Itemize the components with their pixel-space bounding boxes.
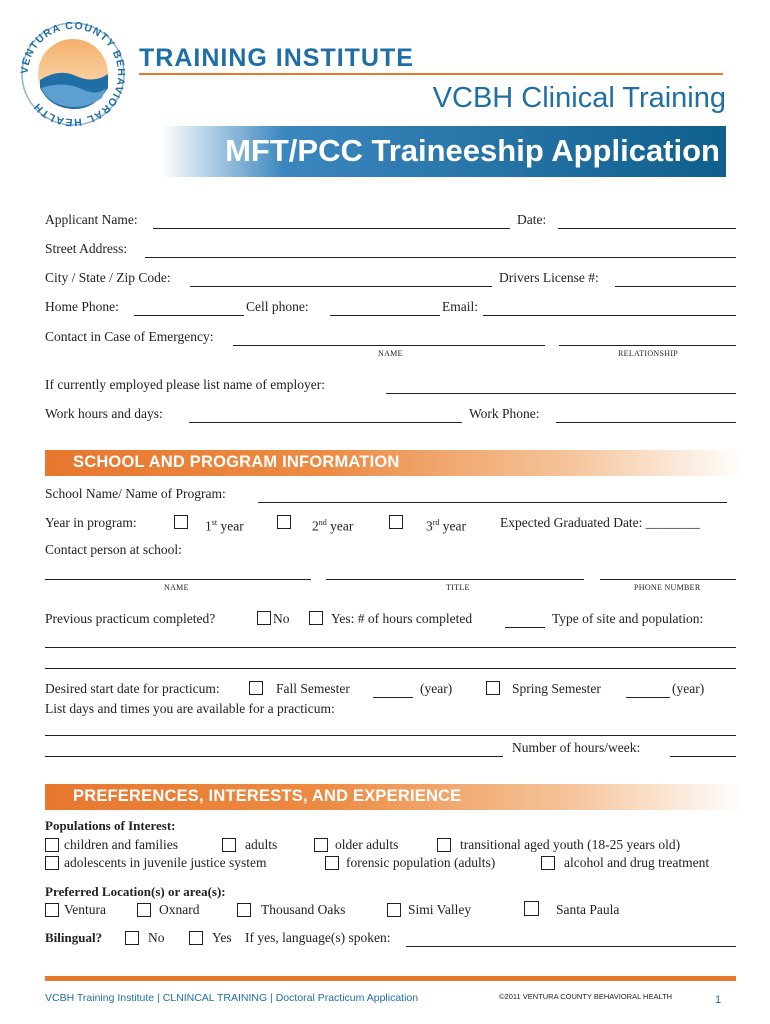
availability-field-1[interactable] xyxy=(45,735,736,736)
date-field[interactable] xyxy=(558,228,736,229)
children-label: children and families xyxy=(64,837,178,852)
santa-paula-checkbox[interactable] xyxy=(524,901,539,916)
spring-year-label: (year) xyxy=(672,681,705,696)
work-phone-label: Work Phone: xyxy=(469,406,540,421)
forensic-checkbox[interactable] xyxy=(325,856,339,870)
work-hours-label: Work hours and days: xyxy=(45,406,163,421)
svg-text:VENTURA COUNTY BEHAVIORAL HEAL: VENTURA COUNTY BEHAVIORAL HEALTH xyxy=(18,19,128,129)
footer-copyright: ©2011 VENTURA COUNTY BEHAVIORAL HEALTH xyxy=(499,992,673,1001)
city-label: City / State / Zip Code: xyxy=(45,270,171,285)
year3-label: 3rd year xyxy=(426,518,467,534)
fall-year-label: (year) xyxy=(420,681,453,696)
home-phone-label: Home Phone: xyxy=(45,299,119,314)
applicant-name-field[interactable] xyxy=(153,228,510,229)
oxnard-label: Oxnard xyxy=(159,902,200,917)
school-section-heading: SCHOOL AND PROGRAM INFORMATION xyxy=(45,450,745,476)
practicum-yes-checkbox[interactable] xyxy=(309,611,323,625)
locations-label: Preferred Location(s) or area(s): xyxy=(45,884,226,899)
graduation-date-label: Expected Graduated Date: ________ xyxy=(500,515,700,530)
language-field[interactable] xyxy=(406,946,736,947)
street-label: Street Address: xyxy=(45,241,128,256)
fall-label: Fall Semester xyxy=(276,681,350,696)
bilingual-yes-label: Yes xyxy=(212,930,232,945)
ventura-label: Ventura xyxy=(64,902,106,917)
transitional-label: transitional aged youth (18-25 years old) xyxy=(460,837,681,852)
footer-rule xyxy=(45,976,736,981)
fall-checkbox[interactable] xyxy=(249,681,263,695)
transitional-checkbox[interactable] xyxy=(437,838,451,852)
city-field[interactable] xyxy=(190,286,492,287)
spring-label: Spring Semester xyxy=(512,681,601,696)
availability-field-2[interactable] xyxy=(45,756,503,757)
cell-phone-label: Cell phone: xyxy=(246,299,309,314)
contact-phone-field[interactable] xyxy=(600,579,736,580)
simi-valley-label: Simi Valley xyxy=(408,902,472,917)
header-rule xyxy=(139,73,723,75)
page-title: MFT/PCC Traineeship Application xyxy=(225,133,720,168)
alcohol-label: alcohol and drug treatment xyxy=(564,855,710,870)
contact-name-caption: NAME xyxy=(164,583,189,592)
home-phone-field[interactable] xyxy=(134,315,244,316)
institute-name: TRAINING INSTITUTE xyxy=(139,44,414,72)
children-checkbox[interactable] xyxy=(45,838,59,852)
email-label: Email: xyxy=(442,299,478,314)
employer-label: If currently employed please list name of employer: xyxy=(45,377,326,392)
name-caption: NAME xyxy=(378,349,403,358)
contact-name-field[interactable] xyxy=(45,579,311,580)
school-name-label: School Name/ Name of Program: xyxy=(45,486,226,501)
forensic-label: forensic population (adults) xyxy=(346,855,496,870)
alcohol-checkbox[interactable] xyxy=(541,856,555,870)
page-number: 1 xyxy=(715,994,722,1006)
oxnard-checkbox[interactable] xyxy=(137,903,151,917)
hours-week-label: Number of hours/week: xyxy=(512,740,641,755)
contact-title-caption: TITLE xyxy=(446,583,470,592)
hours-completed-field[interactable] xyxy=(505,627,545,628)
contact-phone-caption: PHONE NUMBER xyxy=(634,583,701,592)
adolescents-label: adolescents in juvenile justice system xyxy=(64,855,267,870)
populations-label: Populations of Interest: xyxy=(45,818,176,833)
adults-label: adults xyxy=(245,837,278,852)
bilingual-no-label: No xyxy=(148,930,165,945)
bilingual-yes-checkbox[interactable] xyxy=(189,931,203,945)
year2-checkbox[interactable] xyxy=(277,515,291,529)
site-type-label: Type of site and population: xyxy=(552,611,704,626)
adults-checkbox[interactable] xyxy=(222,838,236,852)
school-name-field[interactable] xyxy=(258,502,727,503)
practicum-label: Previous practicum completed? xyxy=(45,611,216,626)
ventura-checkbox[interactable] xyxy=(45,903,59,917)
bilingual-no-checkbox[interactable] xyxy=(125,931,139,945)
license-label: Drivers License #: xyxy=(499,270,599,285)
year-label: Year in program: xyxy=(45,515,137,530)
simi-valley-checkbox[interactable] xyxy=(387,903,401,917)
practicum-no-label: No xyxy=(273,611,290,626)
site-type-field-1[interactable] xyxy=(45,647,736,648)
spring-checkbox[interactable] xyxy=(486,681,500,695)
start-date-label: Desired start date for practicum: xyxy=(45,681,220,696)
header-subtitle: VCBH Clinical Training xyxy=(432,82,726,114)
thousand-oaks-checkbox[interactable] xyxy=(237,903,251,917)
footer-text: VCBH Training Institute | CLNINCAL TRAINING | Doctoral Practicum Application xyxy=(45,992,419,1004)
hours-week-field[interactable] xyxy=(670,756,736,757)
fall-year-field[interactable] xyxy=(373,697,413,698)
thousand-oaks-label: Thousand Oaks xyxy=(261,902,346,917)
availability-label: List days and times you are available for a practicum: xyxy=(45,701,335,716)
employer-field[interactable] xyxy=(386,393,736,394)
older-adults-label: older adults xyxy=(335,837,399,852)
year3-checkbox[interactable] xyxy=(389,515,403,529)
date-label: Date: xyxy=(517,212,547,227)
preferences-section-heading: PREFERENCES, INTERESTS, AND EXPERIENCE xyxy=(45,784,745,810)
adolescents-checkbox[interactable] xyxy=(45,856,59,870)
cell-phone-field[interactable] xyxy=(330,315,440,316)
year1-checkbox[interactable] xyxy=(174,515,188,529)
practicum-yes-label: Yes: # of hours completed xyxy=(331,611,473,626)
language-label: If yes, language(s) spoken: xyxy=(245,930,391,945)
vcbh-logo xyxy=(14,18,132,130)
older-adults-checkbox[interactable] xyxy=(314,838,328,852)
emergency-name-field[interactable] xyxy=(233,345,545,346)
contact-person-label: Contact person at school: xyxy=(45,542,182,557)
emergency-relationship-field[interactable] xyxy=(559,345,736,346)
year2-label: 2nd year xyxy=(312,518,354,534)
site-type-field-2[interactable] xyxy=(45,668,736,669)
work-hours-field[interactable] xyxy=(189,422,462,423)
street-field[interactable] xyxy=(145,257,736,258)
applicant-name-label: Applicant Name: xyxy=(45,212,138,227)
bilingual-label: Bilingual? xyxy=(45,930,103,945)
email-field[interactable] xyxy=(483,315,736,316)
santa-paula-label: Santa Paula xyxy=(556,902,620,917)
emergency-label: Contact in Case of Emergency: xyxy=(45,329,214,344)
relationship-caption: RELATIONSHIP xyxy=(618,349,679,358)
practicum-no-checkbox[interactable] xyxy=(257,611,271,625)
license-field[interactable] xyxy=(615,286,736,287)
year1-label: 1st year xyxy=(205,518,244,534)
contact-title-field[interactable] xyxy=(326,579,584,580)
spring-year-field[interactable] xyxy=(626,697,670,698)
work-phone-field[interactable] xyxy=(556,422,736,423)
title-banner xyxy=(160,126,726,177)
